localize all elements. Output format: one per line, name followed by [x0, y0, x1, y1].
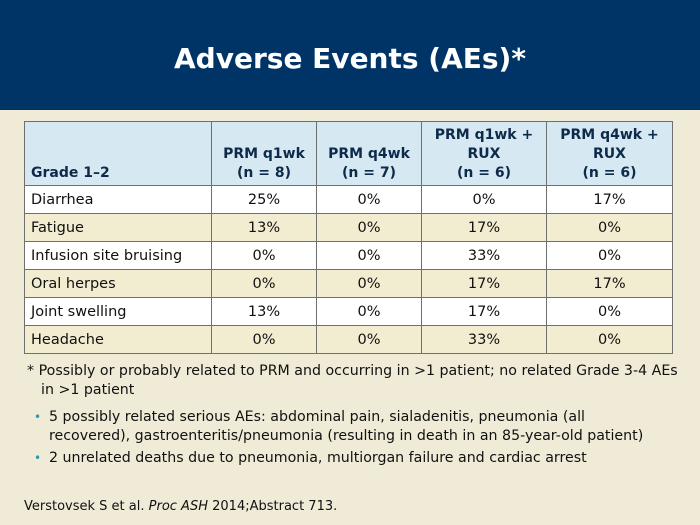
cell-value: 13%	[212, 298, 317, 326]
bullet-text: 2 unrelated deaths due to pneumonia, multiorgan failure and cardiac arrest	[49, 450, 587, 466]
event-name: Joint swelling	[25, 298, 212, 326]
header-line: PRM q4wk	[328, 146, 410, 162]
table-row	[25, 270, 673, 298]
citation-rest: 2014;Abstract 713.	[212, 499, 338, 514]
header-prm-q1wk	[212, 122, 317, 186]
header-prm-q4wk-rux	[547, 122, 673, 186]
cell-value: 0%	[317, 298, 422, 326]
bullet-icon: •	[34, 410, 42, 424]
event-name: Infusion site bruising	[25, 242, 212, 270]
cell-value: 0%	[212, 270, 317, 298]
table-row	[25, 214, 673, 242]
table-row	[25, 326, 673, 354]
cell-value: 17%	[422, 270, 547, 298]
cell-value: 0%	[317, 186, 422, 214]
cell-value: 0%	[317, 270, 422, 298]
list-item	[32, 449, 662, 468]
bullet-list	[32, 408, 662, 471]
list-item	[32, 408, 662, 446]
cell-value: 0%	[547, 298, 673, 326]
header-prm-q1wk-rux	[422, 122, 547, 186]
cell-value: 33%	[422, 326, 547, 354]
bullet-icon: •	[34, 451, 42, 465]
cell-value: 0%	[547, 242, 673, 270]
header-grade	[25, 122, 212, 186]
table-row	[25, 298, 673, 326]
table-header-row	[25, 122, 673, 186]
cell-value: 0%	[212, 326, 317, 354]
cell-value: 25%	[212, 186, 317, 214]
header-line: RUX	[467, 146, 501, 162]
cell-value: 17%	[422, 298, 547, 326]
cell-value: 0%	[547, 326, 673, 354]
cell-value: 33%	[422, 242, 547, 270]
citation	[24, 499, 337, 514]
header-line: PRM q1wk	[223, 146, 305, 162]
header-line: (n = 6)	[582, 165, 637, 181]
event-name: Headache	[25, 326, 212, 354]
title-banner	[0, 0, 700, 110]
event-name: Fatigue	[25, 214, 212, 242]
footnote: * Possibly or probably related to PRM and occurring in >1 patient; no related Grade 3-4 AEs in >1 patient	[27, 363, 678, 398]
cell-value: 0%	[317, 326, 422, 354]
cell-value: 0%	[317, 214, 422, 242]
header-line: (n = 8)	[237, 165, 291, 181]
header-line: (n = 6)	[457, 165, 511, 181]
event-name: Oral herpes	[25, 270, 212, 298]
citation-authors: Verstovsek S et al.	[24, 499, 145, 514]
cell-value: 0%	[547, 214, 673, 242]
cell-value: 0%	[422, 186, 547, 214]
cell-value: 17%	[422, 214, 547, 242]
header-line: RUX	[593, 146, 626, 162]
header-line: (n = 7)	[342, 165, 396, 181]
header-prm-q4wk	[317, 122, 422, 186]
adverse-events-table	[24, 121, 673, 354]
cell-value: 0%	[212, 242, 317, 270]
table-row	[25, 242, 673, 270]
slide-title: Adverse Events (AEs)*	[174, 41, 526, 75]
citation-journal: Proc ASH	[148, 499, 208, 514]
header-line: PRM q1wk +	[434, 127, 534, 143]
cell-value: 17%	[547, 186, 673, 214]
bullet-text: 5 possibly related serious AEs: abdominal pain, sialadenitis, pneumonia (all recovered), gastroenteritis/pneumonia (resulting in death in an 85-year-old patient)	[49, 409, 644, 444]
header-line: Grade 1–2	[31, 165, 110, 181]
cell-value: 17%	[547, 270, 673, 298]
cell-value: 13%	[212, 214, 317, 242]
event-name: Diarrhea	[25, 186, 212, 214]
header-line: PRM q4wk +	[560, 127, 659, 143]
cell-value: 0%	[317, 242, 422, 270]
table-row	[25, 186, 673, 214]
